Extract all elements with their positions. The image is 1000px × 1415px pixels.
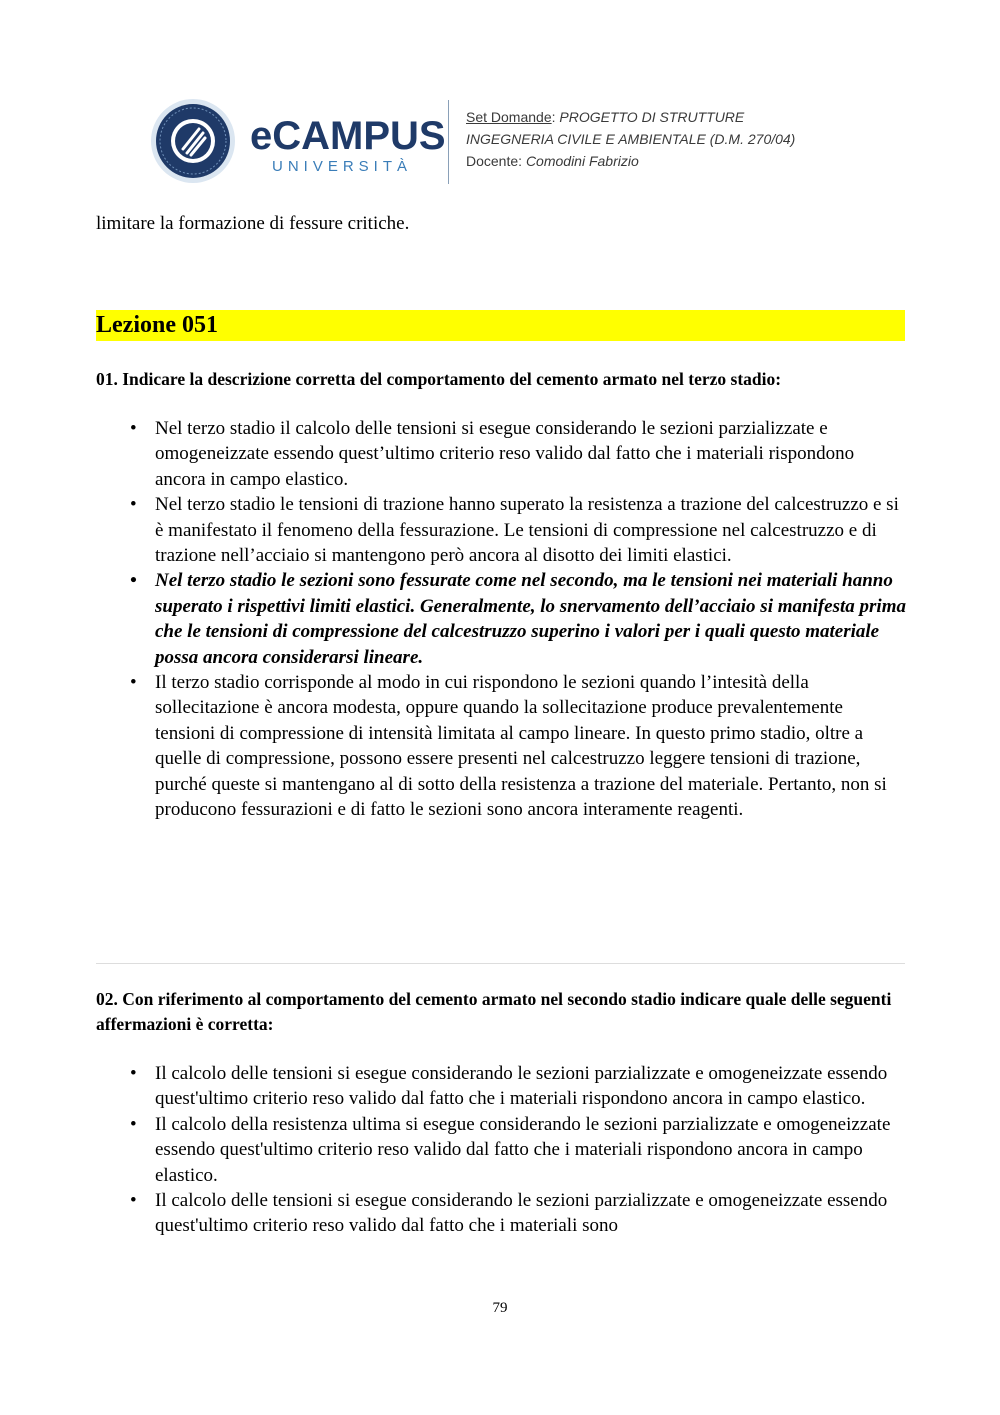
- question-01: 01. Indicare la descrizione corretta del comportamento del cemento armato nel terzo stadio:: [96, 369, 782, 389]
- bullet: •: [130, 1113, 137, 1135]
- bullet: •: [130, 1190, 137, 1212]
- answer-text: Il terzo stadio corrisponde al modo in cui rispondono le sezioni quando l’intesità della sollecitazione è ancora modesta, oppure quando la sollecitazione produce prevalentemente tensioni di compressione di intensità limitata al campo lineare. In questo primo stadio, oltre a quelle di compressione, possono essere presenti nel calcestruzzo leggere tensioni di trazione, purché queste si mantengano al di sotto della resistenza a trazione del materiale. Pertanto, non si producono fessurazioni e di fatto le sezioni sono ancora interamente reagenti.: [155, 672, 887, 821]
- teacher-label: Docente: [466, 153, 519, 169]
- lesson-heading: [96, 310, 905, 341]
- answer-item: [96, 1061, 906, 1112]
- header-set-line: Set Domande: PROGETTO DI STRUTTURE: [466, 109, 745, 125]
- answer-item: [96, 670, 906, 822]
- answer-item: [96, 416, 906, 492]
- set-label: Set Domande: [466, 109, 552, 125]
- logo-sub-text: UNIVERSITÀ: [272, 158, 413, 175]
- answer-item: [96, 1112, 906, 1188]
- bullet: •: [130, 1063, 137, 1084]
- header-teacher-line: Docente: Comodini Fabrizio: [466, 153, 639, 169]
- header-info: [466, 106, 795, 172]
- course-name: INGEGNERIA CIVILE E AMBIENTALE (D.M. 270/04): [466, 131, 796, 147]
- answer-item-correct: [96, 568, 906, 670]
- continuation-text: limitare la formazione di fessure critiche.: [96, 213, 410, 234]
- answer-list-q2: [96, 1061, 906, 1239]
- answer-text: Nel terzo stadio le tensioni di trazione hanno superato la resistenza a trazione del calcestruzzo e si è manifestato il fenomeno della fessurazione. Le tensioni di compressione nel calcestruzzo e di trazione nell’acciaio si mantengono però ancora al disotto dei limiti elastici.: [155, 494, 899, 567]
- page-header: [150, 98, 870, 188]
- ecampus-seal-logo: [150, 98, 236, 184]
- answer-text: Il calcolo delle tensioni si esegue considerando le sezioni parzializzate e omogeneizzate essendo quest'ultimo criterio reso valido dal fatto che i materiali rispondono ancora in campo elastico.: [155, 1063, 888, 1110]
- bullet: •: [130, 494, 137, 516]
- page-number: 79: [492, 1300, 508, 1316]
- answer-text: Il calcolo della resistenza ultima si esegue considerando le sezioni parzializzate e omogeneizzate essendo quest'ultimo criterio reso valido dal fatto che i materiali rispondono ancora in campo elastico.: [155, 1113, 891, 1186]
- bullet: •: [130, 418, 137, 439]
- logo-brand-text: eCAMPUS: [250, 114, 446, 158]
- answer-text: Nel terzo stadio il calcolo delle tensioni si esegue considerando le sezioni parzializzate e omogeneizzate essendo quest’ultimo criterio reso valido dal fatto che i materiali rispondono ancora in campo elastico.: [155, 418, 855, 490]
- bullet: •: [130, 570, 137, 592]
- question-02: 02. Con riferimento al comportamento del cemento armato nel secondo stadio indicare quale delle seguenti affermazioni è corretta:: [96, 989, 892, 1034]
- answer-list-q1: [96, 416, 906, 823]
- answer-item: [96, 1188, 906, 1239]
- lesson-title: Lezione 051: [96, 312, 218, 338]
- answer-text: Nel terzo stadio le sezioni sono fessurate come nel secondo, ma le tensioni nei materiali hanno superato i rispettivi limiti elastici. Generalmente, lo snervamento dell’acciaio si manifesta prima che le tensioni di compressione del calcestruzzo superino i valori per i quali questo materiale possa ancora considerarsi lineare.: [155, 570, 906, 668]
- answer-text: Il calcolo delle tensioni si esegue considerando le sezioni parzializzate e omogeneizzate essendo quest'ultimo criterio reso valido dal fatto che i materiali sono: [155, 1190, 888, 1237]
- teacher-value: Comodini Fabrizio: [525, 153, 639, 169]
- answer-item: [96, 492, 906, 568]
- set-value: PROGETTO DI STRUTTURE: [559, 109, 745, 125]
- bullet: •: [130, 672, 137, 694]
- header-divider: [448, 100, 449, 184]
- question-separator: [96, 963, 905, 964]
- ecampus-wordmark: [250, 116, 446, 175]
